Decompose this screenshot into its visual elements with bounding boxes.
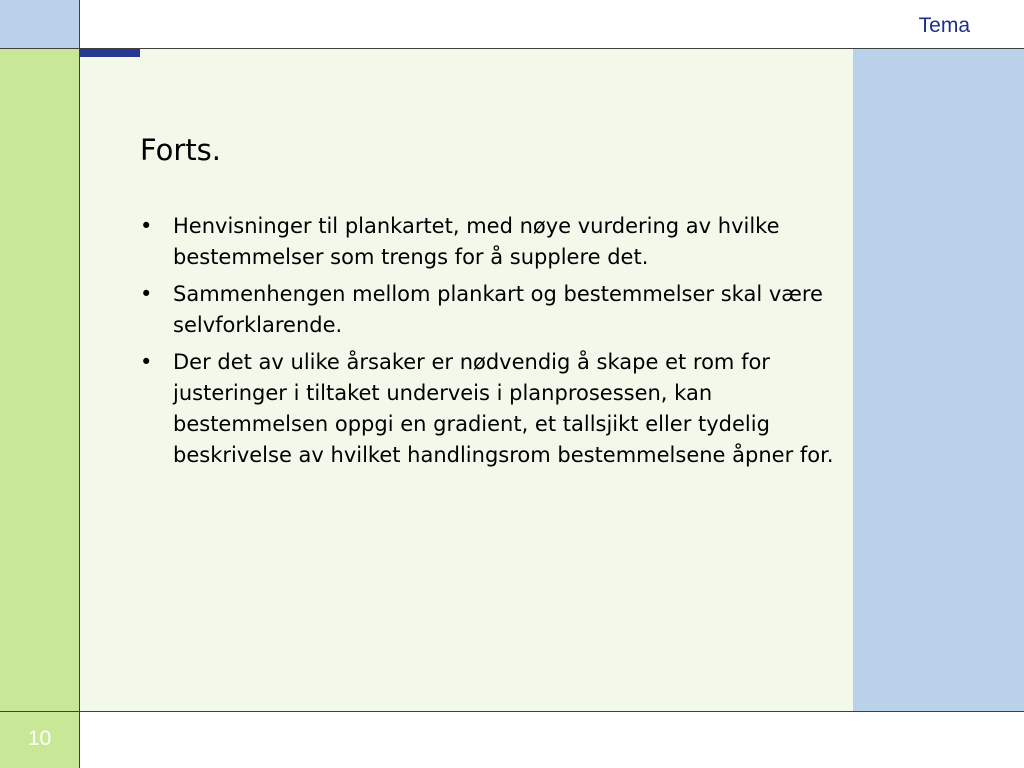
header-label: Tema	[918, 14, 970, 37]
bullet-icon: •	[140, 214, 153, 238]
slide-number: 10	[27, 727, 52, 750]
footer-band	[80, 712, 1024, 768]
bullet-item	[140, 347, 850, 471]
vertical-divider-line	[79, 0, 80, 768]
bullet-text: Sammenhengen mellom plankart og bestemmelser skal være selvforklarende.	[173, 282, 823, 337]
bullet-item	[140, 211, 850, 273]
slide-title: Forts.	[140, 133, 222, 167]
header-divider-line	[0, 48, 1024, 49]
bullet-list	[140, 211, 850, 477]
top-left-corner-block	[0, 0, 79, 49]
bullet-item	[140, 279, 850, 341]
right-blue-band	[853, 49, 1024, 711]
accent-bar	[80, 49, 140, 57]
bullet-icon: •	[140, 350, 153, 374]
bullet-text: Der det av ulike årsaker er nødvendig å skape et rom for justeringer i tiltaket underveis i planprosessen, kan bestemmelsen oppgi en gradient, et tallsjikt eller tydelig beskrivelse av hvilket handlingsrom bestemmelsene åpner for.	[173, 350, 834, 467]
footer-divider-line	[0, 711, 1024, 712]
header-band	[79, 0, 1024, 48]
bullet-text: Henvisninger til plankartet, med nøye vurdering av hvilke bestemmelser som trengs for å supplere det.	[173, 214, 780, 269]
left-green-band	[0, 49, 79, 711]
bullet-icon: •	[140, 282, 153, 306]
